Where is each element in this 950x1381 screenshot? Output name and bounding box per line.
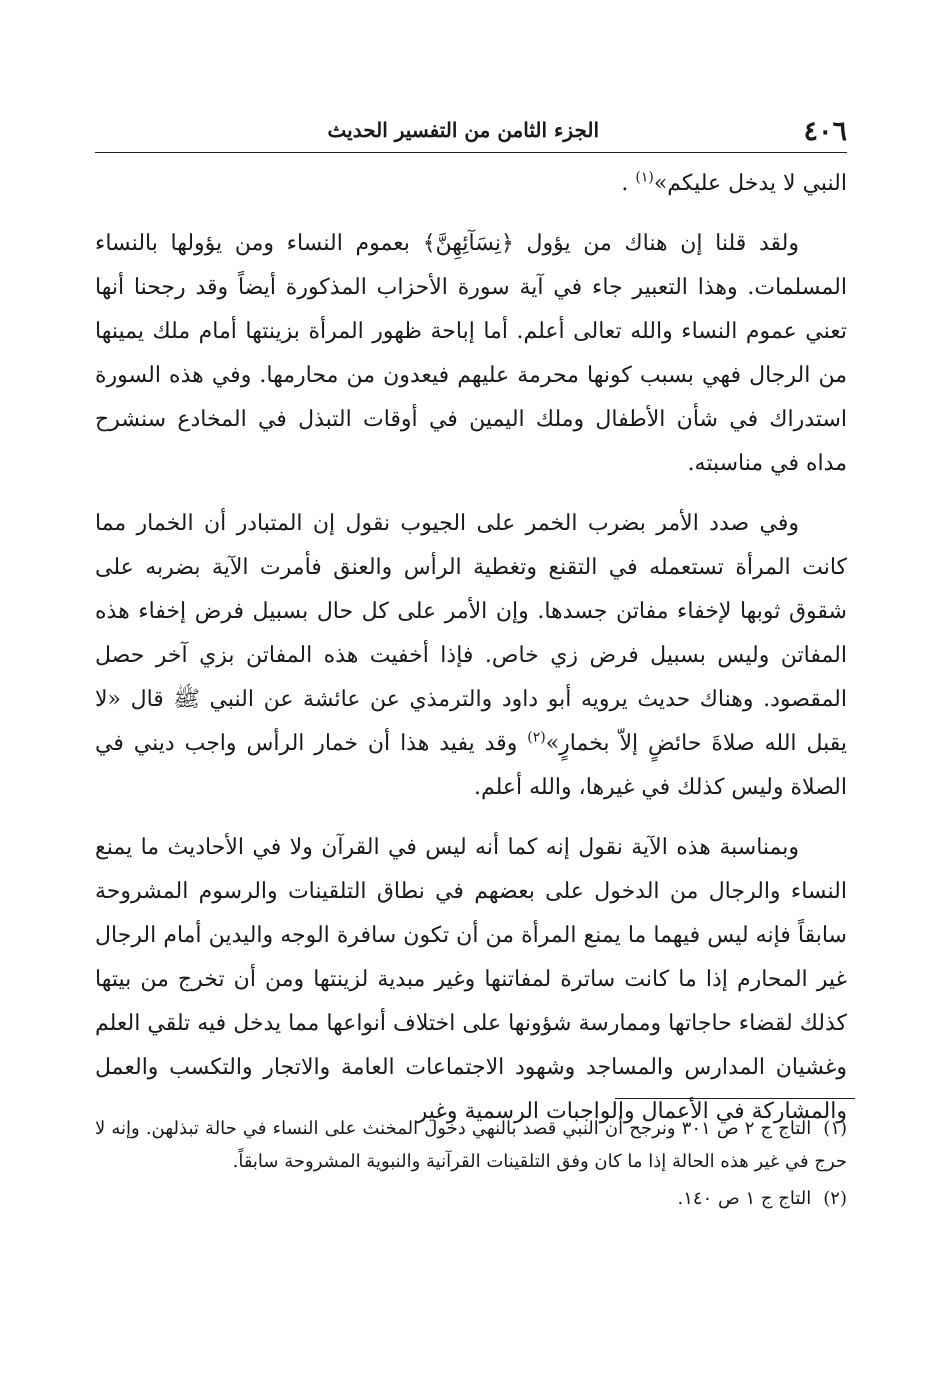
footnote-number: (٢) — [823, 1188, 847, 1209]
paragraph-text: بعموم النساء ومن يؤولها بالنساء المسلمات. وهذا التعبير جاء في آية سورة الأحزاب المذكورة أيضاً وقد رجحنا أنها تعني عموم النساء والله تعالى أعلم. أما إباحة ظهور المرأة بزينتها أمام ملك يمينها من الرجال فهي بسبب كونها محرمة عليهم فيعدون من محارمها. وفي هذه السورة استدراك في شأن الأطفال وملك اليمين في أوقات التبذل في المخادع سنشرح مداه في مناسبته. — [95, 231, 847, 476]
main-text — [95, 162, 847, 1150]
footnote-ref-1[interactable]: (١) — [635, 169, 654, 186]
paragraph-text: وبمناسبة هذه الآية نقول إنه كما أنه ليس في القرآن ولا في الأحاديث ما يمنع النساء والرجال من الدخول على بعضهم في نطاق التلقينات والرسوم المشروحة سابقاً فإنه ليس فيهما ما يمنع المرأة من أن تكون سافرة الوجه واليدين أمام الرجال غير المحارم إذا ما كانت ساترة لمفاتنها وغير مبدية لزينتها ومن أن تخرج من بيتها كذلك لقضاء حاجاتها وممارسة شؤونها على اختلاف أنواعها مما يدخل فيه تلقي العلم وغشيان المدارس والمساجد وشهود الاجتماعات العامة والاتجار والتكسب والعمل والمشاركة في الأعمال والواجبات الرسمية وغير — [95, 835, 847, 1124]
footnote-1 — [95, 1112, 847, 1178]
paragraph-text: ولقد قلنا إن هناك من يؤول — [513, 231, 799, 256]
footnote-text: التاج ج ١ ص ١٤٠. — [677, 1188, 812, 1209]
paragraph-text: وفي صدد الأمر بضرب الخمر على الجيوب نقول إن المتبادر أن الخمار مما كانت المرأة تستعمله في التقنع وتغطية الرأس والعنق فأمرت الآية بضربه على شقوق ثوبها لإخفاء مفاتن جسدها. وإن الأمر على كل حال بسبيل فرض إخفاء هذه المفاتن وليس بسبيل فرض زي خاص. فإذا أخفيت هذه المفاتن بزي آخر حصل المقصود. وهناك حديث يرويه أبو داود والترمذي عن عائشة عن النبي ﷺ قال «لا يقبل الله صلاةَ حائضٍ إلاّ بخمارٍ» — [95, 511, 847, 756]
paragraph-end: . — [621, 171, 636, 196]
paragraph-2 — [95, 502, 847, 810]
footnote-ref-2[interactable]: (٢) — [527, 729, 546, 746]
paragraph-3 — [95, 826, 847, 1134]
paragraph-1 — [95, 222, 847, 486]
page-number: ٤٠٦ — [803, 116, 847, 147]
page-header — [95, 112, 847, 153]
paragraph-continuation — [95, 162, 847, 206]
footnotes — [95, 1112, 847, 1219]
paragraph-text: وقد يفيد هذا أن خمار الرأس واجب ديني في الصلاة وليس كذلك في غيرها، والله أعلم. — [95, 731, 847, 800]
running-title: الجزء الثامن من التفسير الحديث — [327, 118, 599, 142]
quran-quote: ﴿نِسَآئِهِنَّ﴾ — [422, 231, 514, 256]
footnote-separator — [615, 1098, 855, 1099]
footnote-number: (١) — [823, 1118, 847, 1139]
footnote-2 — [95, 1182, 847, 1215]
footnote-text: التاج ج ٢ ص ٣٠١ ونرجح أن النبي قصد بالنهي دخول المخنث على النساء في حالة تبذلهن. وإنه لا حرج في غير هذه الحالة إذا ما كان وفق التلقينات القرآنية والنبوية المشروحة سابقاً. — [95, 1118, 847, 1172]
paragraph-text: النبي لا يدخل عليكم» — [653, 171, 847, 196]
